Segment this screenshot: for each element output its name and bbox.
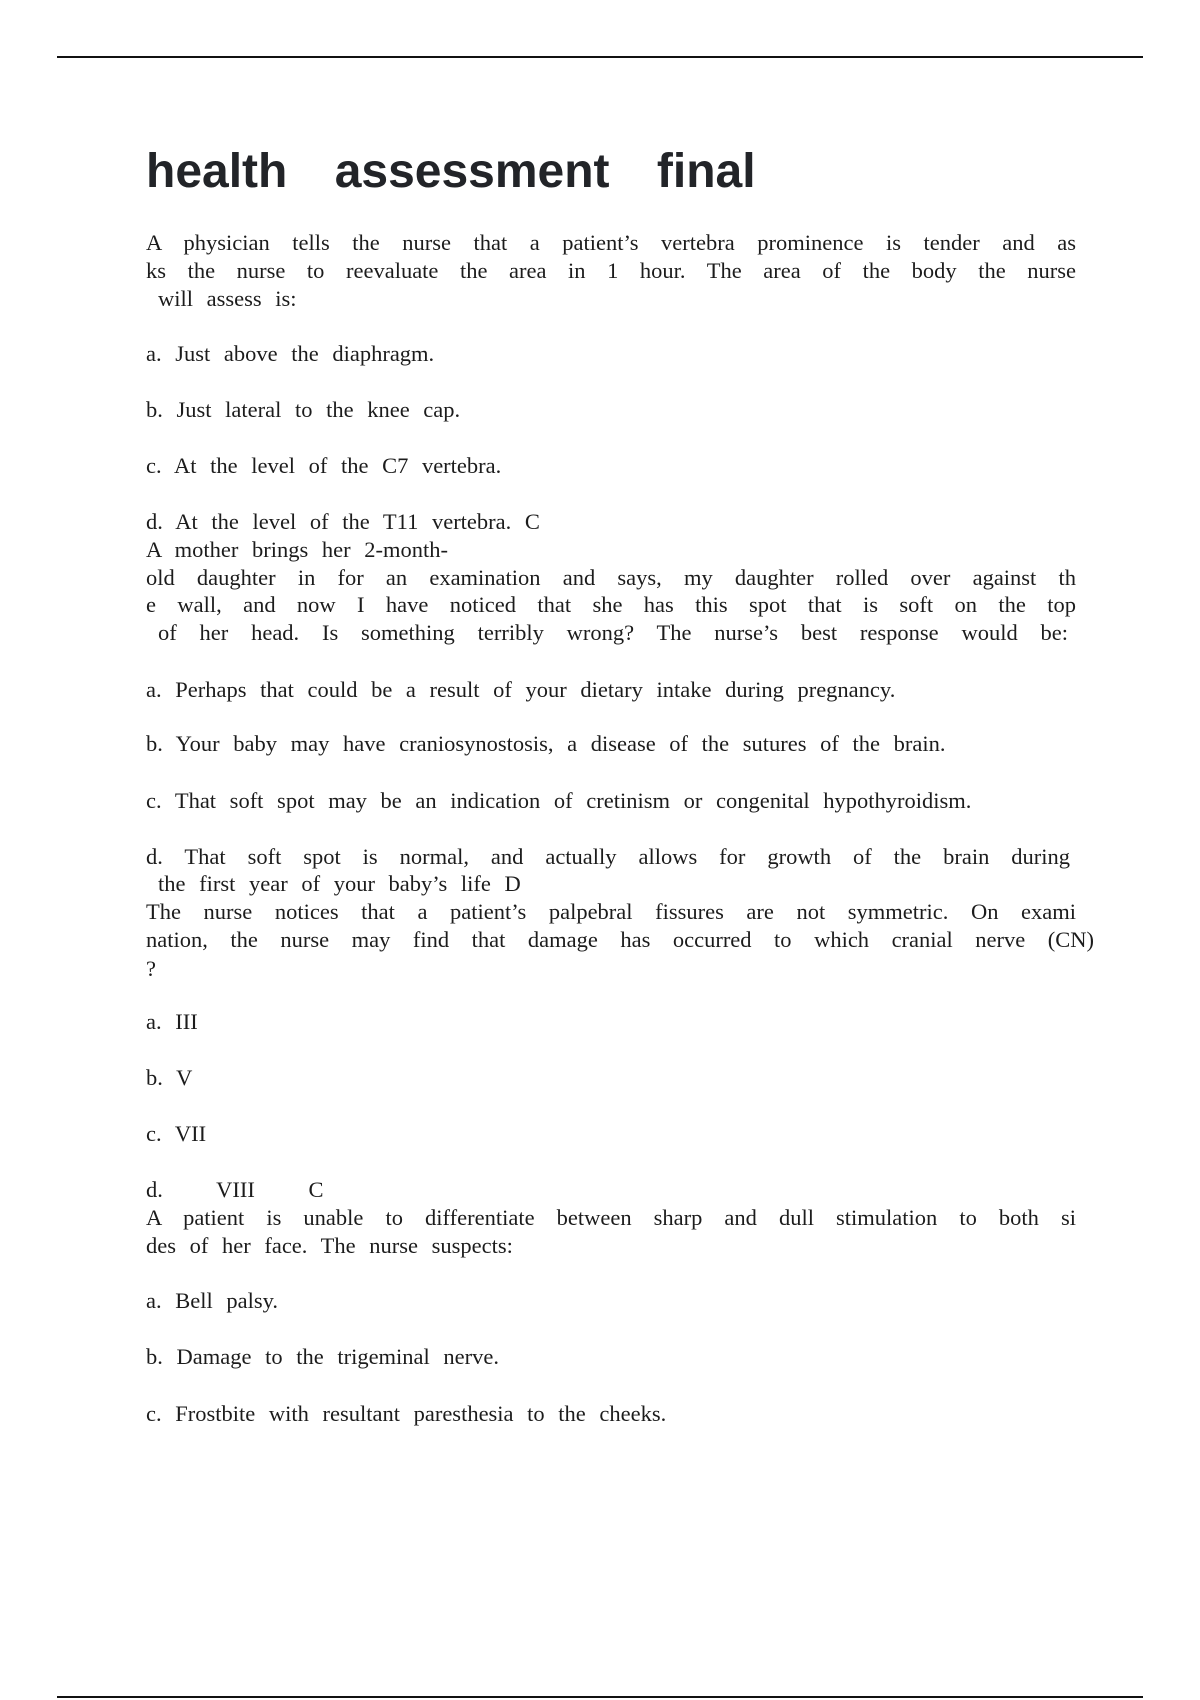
question-1-line-2: ks the nurse to reevaluate the area in 1 hour. The area of the body the nurse xyxy=(146,258,1076,283)
document-title: health assessment final xyxy=(146,145,756,198)
q3-option-a: a. III xyxy=(146,1009,198,1034)
q1-option-c: c. At the level of the C7 vertebra. xyxy=(146,453,502,478)
question-2-line-3: e wall, and now I have noticed that she has this spot that is soft on the top xyxy=(146,592,1076,617)
question-4-line-2: des of her face. The nurse suspects: xyxy=(146,1233,513,1258)
question-3-line-3: ? xyxy=(146,956,156,981)
question-3-line-2: nation, the nurse may find that damage has occurred to which cranial nerve (CN) xyxy=(146,927,1094,952)
question-4-line-1: A patient is unable to differentiate between sharp and dull stimulation to both si xyxy=(146,1205,1076,1230)
q3-option-b: b. V xyxy=(146,1065,193,1090)
bottom-rule xyxy=(57,1696,1143,1698)
q2-option-d-line-2-answer: the first year of your baby’s life D xyxy=(158,871,521,896)
q4-option-b: b. Damage to the trigeminal nerve. xyxy=(146,1344,500,1369)
question-2-line-1: A mother brings her 2-month- xyxy=(146,537,448,562)
question-2-line-2: old daughter in for an examination and says, my daughter rolled over against th xyxy=(146,565,1076,590)
q4-option-a: a. Bell palsy. xyxy=(146,1288,279,1313)
q2-option-b: b. Your baby may have craniosynostosis, a disease of the sutures of the brain. xyxy=(146,731,946,756)
question-1-line-3: will assess is: xyxy=(158,286,297,311)
q2-option-a: a. Perhaps that could be a result of your dietary intake during pregnancy. xyxy=(146,677,896,702)
question-3-line-1: The nurse notices that a patient’s palpebral fissures are not symmetric. On exami xyxy=(146,899,1076,924)
question-1-line-1: A physician tells the nurse that a patient’s vertebra prominence is tender and as xyxy=(146,230,1076,255)
q4-option-c: c. Frostbite with resultant paresthesia to the cheeks. xyxy=(146,1401,667,1426)
q1-option-b: b. Just lateral to the knee cap. xyxy=(146,397,461,422)
top-rule xyxy=(57,56,1143,58)
question-2-line-4: of her head. Is something terribly wrong? The nurse’s best response would be: xyxy=(158,620,1068,645)
q3-option-d-answer: d. VIII C xyxy=(146,1177,324,1202)
q1-option-a: a. Just above the diaphragm. xyxy=(146,341,435,366)
q3-option-c: c. VII xyxy=(146,1121,207,1146)
q2-option-c: c. That soft spot may be an indication of cretinism or congenital hypothyroidism. xyxy=(146,788,972,813)
q2-option-d-line-1: d. That soft spot is normal, and actually allows for growth of the brain during xyxy=(146,844,1070,869)
q1-option-d-answer: d. At the level of the T11 vertebra. C xyxy=(146,509,540,534)
